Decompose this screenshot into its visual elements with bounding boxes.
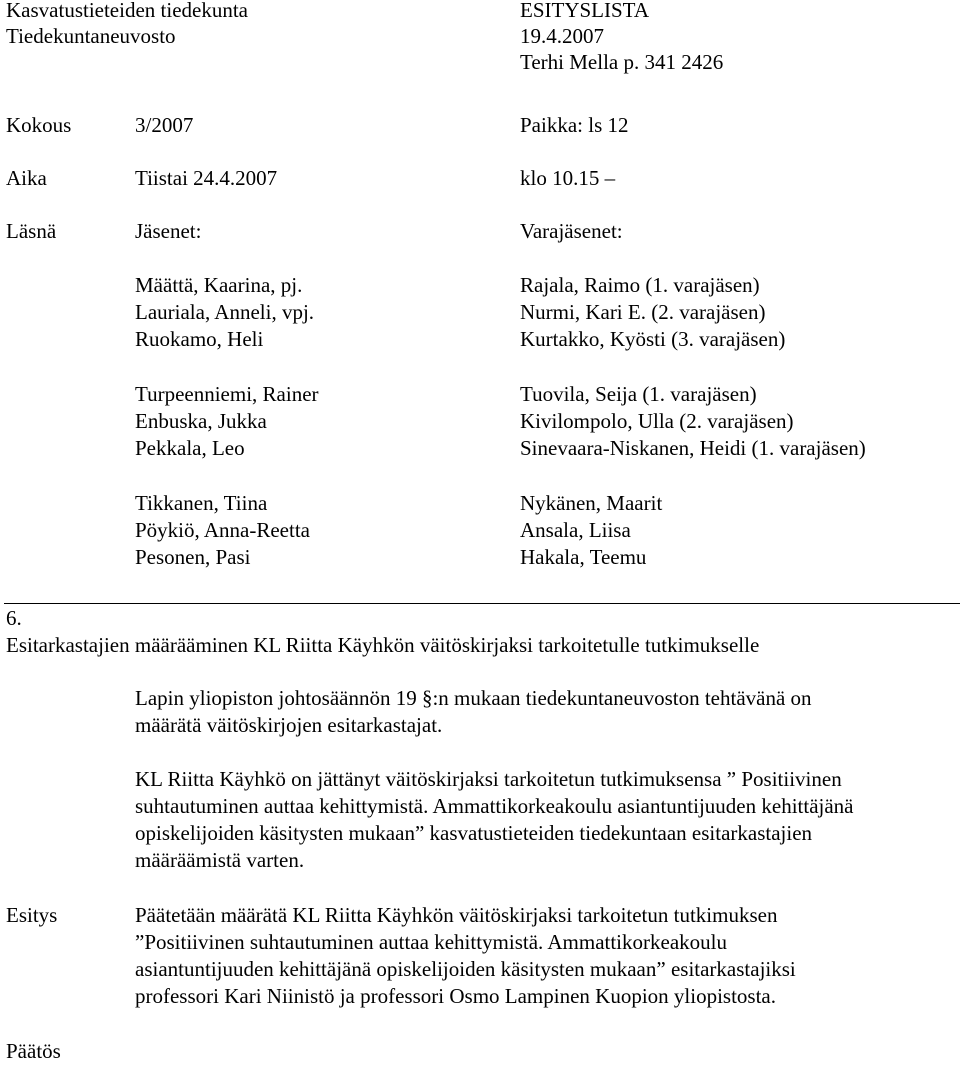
deputy-name: Hakala, Teemu (520, 545, 647, 569)
paragraph-line: määräämistä varten. (135, 848, 305, 872)
deputies-group-2 (520, 381, 866, 462)
members-heading: Jäsenet: (135, 219, 202, 243)
paatos-label: Päätös (6, 1039, 61, 1063)
deputies-heading: Varajäsenet: (520, 219, 623, 243)
member-name: Ruokamo, Heli (135, 327, 264, 351)
member-name: Pöykiö, Anna-Reetta (135, 518, 310, 542)
document-date: 19.4.2007 (520, 24, 604, 48)
paragraph-line: Päätetään määrätä KL Riitta Käyhkön väitöskirjaksi tarkoitetun tutkimuksen (135, 903, 778, 927)
kokous-label: Kokous (6, 113, 72, 137)
member-name: Tikkanen, Tiina (135, 491, 268, 515)
meeting-place: Paikka: ls 12 (520, 113, 629, 137)
member-name: Enbuska, Jukka (135, 409, 267, 433)
deputy-name: Nykänen, Maarit (520, 491, 663, 515)
section-divider (4, 603, 960, 604)
deputies-group-1 (520, 272, 785, 353)
esitys-text (135, 902, 796, 1010)
members-group-2 (135, 381, 319, 462)
deputy-name: Ansala, Liisa (520, 518, 631, 542)
deputy-name: Sinevaara-Niskanen, Heidi (1. varajäsen) (520, 436, 866, 460)
paragraph-line: määrätä väitöskirjojen esitarkastajat. (135, 713, 443, 737)
paragraph-line: professori Kari Niinistö ja professori Osmo Lampinen Kuopion yliopistosta. (135, 984, 777, 1008)
meeting-time: klo 10.15 – (520, 166, 616, 190)
deputies-group-3 (520, 490, 662, 571)
members-group-1 (135, 272, 314, 353)
deputy-name: Kurtakko, Kyösti (3. varajäsen) (520, 327, 786, 351)
document-type: ESITYSLISTA (520, 0, 649, 22)
esitys-label: Esitys (6, 903, 58, 927)
item-paragraph-1 (135, 685, 812, 739)
member-name: Pekkala, Leo (135, 436, 245, 460)
item-paragraph-2 (135, 766, 854, 874)
item-title: Esitarkastajien määrääminen KL Riitta Käyhkön väitöskirjaksi tarkoitetulle tutkimukselle (6, 633, 760, 657)
paragraph-line: opiskelijoiden käsitysten mukaan” kasvatustieteiden tiedekuntaan esitarkastajien (135, 821, 813, 845)
contact-person: Terhi Mella p. 341 2426 (520, 50, 724, 74)
lasna-label: Läsnä (6, 219, 57, 243)
deputy-name: Rajala, Raimo (1. varajäsen) (520, 273, 760, 297)
paragraph-line: asiantuntijuuden kehittäjänä opiskelijoiden käsitysten mukaan” esitarkastajiksi (135, 957, 796, 981)
deputy-name: Tuovila, Seija (1. varajäsen) (520, 382, 757, 406)
member-name: Turpeenniemi, Rainer (135, 382, 319, 406)
member-name: Lauriala, Anneli, vpj. (135, 300, 315, 324)
members-group-3 (135, 490, 310, 571)
council-name: Tiedekuntaneuvosto (6, 24, 176, 48)
aika-value: Tiistai 24.4.2007 (135, 166, 278, 190)
paragraph-line: KL Riitta Käyhkö on jättänyt väitöskirjaksi tarkoitetun tutkimuksensa ” Positiivinen (135, 767, 842, 791)
item-number: 6. (6, 606, 22, 630)
deputy-name: Nurmi, Kari E. (2. varajäsen) (520, 300, 766, 324)
deputy-name: Kivilompolo, Ulla (2. varajäsen) (520, 409, 794, 433)
paragraph-line: suhtautuminen auttaa kehittymistä. Ammattikorkeakoulu asiantuntijuuden kehittäjänä (135, 794, 854, 818)
member-name: Pesonen, Pasi (135, 545, 251, 569)
kokous-value: 3/2007 (135, 113, 194, 137)
aika-label: Aika (6, 166, 47, 190)
member-name: Määttä, Kaarina, pj. (135, 273, 303, 297)
faculty-name: Kasvatustieteiden tiedekunta (6, 0, 249, 22)
paragraph-line: ”Positiivinen suhtautuminen auttaa kehittymistä. Ammattikorkeakoulu (135, 930, 727, 954)
paragraph-line: Lapin yliopiston johtosäännön 19 §:n mukaan tiedekuntaneuvoston tehtävänä on (135, 686, 812, 710)
